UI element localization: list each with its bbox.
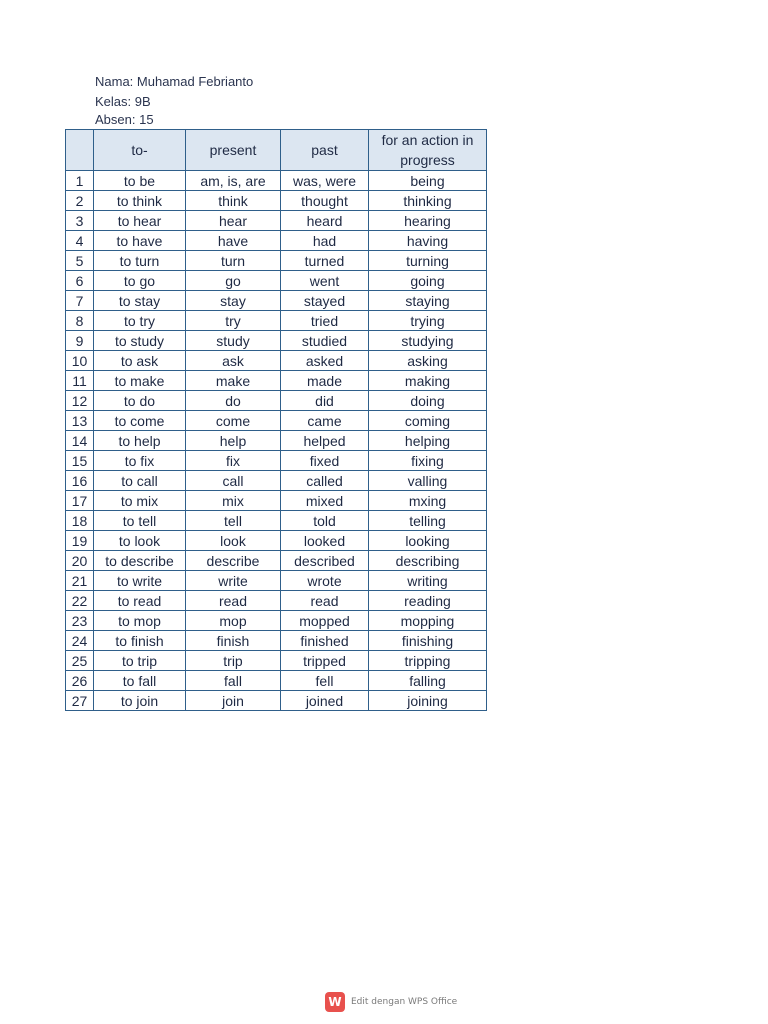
cell-past: read <box>281 591 369 611</box>
cell-progress: turning <box>369 251 487 271</box>
cell-past: called <box>281 471 369 491</box>
cell-past: looked <box>281 531 369 551</box>
cell-progress: helping <box>369 431 487 451</box>
cell-progress: tripping <box>369 651 487 671</box>
table-row <box>66 531 487 551</box>
header-progress: for an action in progress <box>369 130 487 171</box>
cell-progress: being <box>369 171 487 191</box>
cell-present: make <box>186 371 281 391</box>
table-row <box>66 231 487 251</box>
cell-present: hear <box>186 211 281 231</box>
wps-office-logo-icon: W <box>325 992 345 1012</box>
row-number: 4 <box>66 231 94 251</box>
cell-present: fix <box>186 451 281 471</box>
cell-present: help <box>186 431 281 451</box>
row-number: 24 <box>66 631 94 651</box>
table-row <box>66 691 487 711</box>
cell-progress: looking <box>369 531 487 551</box>
row-number: 11 <box>66 371 94 391</box>
footer-text: Edit dengan WPS Office <box>351 997 458 1007</box>
cell-present: tell <box>186 511 281 531</box>
cell-progress: studying <box>369 331 487 351</box>
table-row <box>66 211 487 231</box>
table-row <box>66 431 487 451</box>
cell-to-form: to make <box>94 371 186 391</box>
cell-progress: telling <box>369 511 487 531</box>
cell-to-form: to mix <box>94 491 186 511</box>
cell-to-form: to join <box>94 691 186 711</box>
row-number: 13 <box>66 411 94 431</box>
cell-present: go <box>186 271 281 291</box>
cell-present: fall <box>186 671 281 691</box>
cell-present: think <box>186 191 281 211</box>
wps-footer <box>325 992 457 1012</box>
cell-present: turn <box>186 251 281 271</box>
cell-progress: falling <box>369 671 487 691</box>
row-number: 14 <box>66 431 94 451</box>
row-number: 25 <box>66 651 94 671</box>
cell-progress: reading <box>369 591 487 611</box>
row-number: 19 <box>66 531 94 551</box>
cell-past: fixed <box>281 451 369 471</box>
cell-past: turned <box>281 251 369 271</box>
cell-progress: writing <box>369 571 487 591</box>
cell-to-form: to think <box>94 191 186 211</box>
cell-to-form: to go <box>94 271 186 291</box>
cell-to-form: to mop <box>94 611 186 631</box>
cell-past: came <box>281 411 369 431</box>
table-row <box>66 391 487 411</box>
row-number: 1 <box>66 171 94 191</box>
table-row <box>66 571 487 591</box>
cell-past: went <box>281 271 369 291</box>
cell-to-form: to help <box>94 431 186 451</box>
cell-present: do <box>186 391 281 411</box>
cell-to-form: to finish <box>94 631 186 651</box>
cell-to-form: to write <box>94 571 186 591</box>
table-row <box>66 371 487 391</box>
cell-past: wrote <box>281 571 369 591</box>
table-row <box>66 651 487 671</box>
cell-progress: thinking <box>369 191 487 211</box>
cell-progress: joining <box>369 691 487 711</box>
cell-to-form: to call <box>94 471 186 491</box>
cell-past: joined <box>281 691 369 711</box>
table-row <box>66 631 487 651</box>
cell-present: stay <box>186 291 281 311</box>
table-body <box>66 171 487 711</box>
table-row <box>66 471 487 491</box>
cell-past: fell <box>281 671 369 691</box>
cell-past: mixed <box>281 491 369 511</box>
row-number: 17 <box>66 491 94 511</box>
row-number: 18 <box>66 511 94 531</box>
row-number: 15 <box>66 451 94 471</box>
cell-present: am, is, are <box>186 171 281 191</box>
table-row <box>66 671 487 691</box>
cell-present: mop <box>186 611 281 631</box>
cell-past: finished <box>281 631 369 651</box>
cell-past: told <box>281 511 369 531</box>
cell-past: helped <box>281 431 369 451</box>
table-row <box>66 611 487 631</box>
row-number: 26 <box>66 671 94 691</box>
cell-past: tried <box>281 311 369 331</box>
row-number: 27 <box>66 691 94 711</box>
cell-to-form: to do <box>94 391 186 411</box>
row-number: 9 <box>66 331 94 351</box>
cell-to-form: to look <box>94 531 186 551</box>
cell-to-form: to try <box>94 311 186 331</box>
cell-to-form: to study <box>94 331 186 351</box>
header-past: past <box>281 130 369 171</box>
cell-present: describe <box>186 551 281 571</box>
cell-progress: coming <box>369 411 487 431</box>
cell-past: studied <box>281 331 369 351</box>
cell-progress: staying <box>369 291 487 311</box>
row-number: 5 <box>66 251 94 271</box>
table-header-row <box>66 130 487 171</box>
student-name: Nama: Muhamad Febrianto <box>95 74 254 89</box>
cell-past: tripped <box>281 651 369 671</box>
header-present: present <box>186 130 281 171</box>
cell-progress: mopping <box>369 611 487 631</box>
table-row <box>66 351 487 371</box>
row-number: 7 <box>66 291 94 311</box>
row-number: 23 <box>66 611 94 631</box>
table-row <box>66 451 487 471</box>
cell-past: did <box>281 391 369 411</box>
row-number: 6 <box>66 271 94 291</box>
row-number: 20 <box>66 551 94 571</box>
table-row <box>66 411 487 431</box>
table-row <box>66 291 487 311</box>
cell-past: mopped <box>281 611 369 631</box>
cell-progress: finishing <box>369 631 487 651</box>
cell-past: stayed <box>281 291 369 311</box>
table-row <box>66 191 487 211</box>
cell-progress: going <box>369 271 487 291</box>
cell-present: mix <box>186 491 281 511</box>
table-row <box>66 491 487 511</box>
table-row <box>66 271 487 291</box>
cell-progress: making <box>369 371 487 391</box>
cell-to-form: to have <box>94 231 186 251</box>
cell-to-form: to come <box>94 411 186 431</box>
cell-progress: mxing <box>369 491 487 511</box>
cell-past: made <box>281 371 369 391</box>
cell-to-form: to describe <box>94 551 186 571</box>
cell-to-form: to fall <box>94 671 186 691</box>
cell-to-form: to hear <box>94 211 186 231</box>
cell-past: asked <box>281 351 369 371</box>
header-to: to- <box>94 130 186 171</box>
row-number: 21 <box>66 571 94 591</box>
table-row <box>66 331 487 351</box>
cell-progress: fixing <box>369 451 487 471</box>
cell-present: read <box>186 591 281 611</box>
cell-present: come <box>186 411 281 431</box>
cell-past: thought <box>281 191 369 211</box>
cell-progress: describing <box>369 551 487 571</box>
table-row <box>66 591 487 611</box>
cell-present: try <box>186 311 281 331</box>
row-number: 12 <box>66 391 94 411</box>
cell-past: described <box>281 551 369 571</box>
cell-present: have <box>186 231 281 251</box>
cell-present: look <box>186 531 281 551</box>
cell-present: call <box>186 471 281 491</box>
student-absen: Absen: 15 <box>95 112 154 127</box>
row-number: 2 <box>66 191 94 211</box>
cell-progress: doing <box>369 391 487 411</box>
row-number: 22 <box>66 591 94 611</box>
cell-progress: valling <box>369 471 487 491</box>
cell-present: ask <box>186 351 281 371</box>
verb-forms-table <box>65 129 487 711</box>
table-row <box>66 511 487 531</box>
cell-to-form: to tell <box>94 511 186 531</box>
cell-present: finish <box>186 631 281 651</box>
cell-progress: hearing <box>369 211 487 231</box>
table-row <box>66 311 487 331</box>
cell-to-form: to read <box>94 591 186 611</box>
table-row <box>66 251 487 271</box>
cell-present: write <box>186 571 281 591</box>
cell-past: had <box>281 231 369 251</box>
cell-progress: having <box>369 231 487 251</box>
cell-past: was, were <box>281 171 369 191</box>
cell-to-form: to fix <box>94 451 186 471</box>
cell-present: join <box>186 691 281 711</box>
student-class: Kelas: 9B <box>95 94 151 109</box>
table-row <box>66 171 487 191</box>
cell-to-form: to stay <box>94 291 186 311</box>
row-number: 3 <box>66 211 94 231</box>
cell-to-form: to trip <box>94 651 186 671</box>
table-row <box>66 551 487 571</box>
row-number: 10 <box>66 351 94 371</box>
cell-to-form: to ask <box>94 351 186 371</box>
cell-progress: trying <box>369 311 487 331</box>
cell-to-form: to be <box>94 171 186 191</box>
cell-present: study <box>186 331 281 351</box>
cell-progress: asking <box>369 351 487 371</box>
row-number: 16 <box>66 471 94 491</box>
row-number: 8 <box>66 311 94 331</box>
cell-past: heard <box>281 211 369 231</box>
cell-to-form: to turn <box>94 251 186 271</box>
header-number <box>66 130 94 171</box>
cell-present: trip <box>186 651 281 671</box>
